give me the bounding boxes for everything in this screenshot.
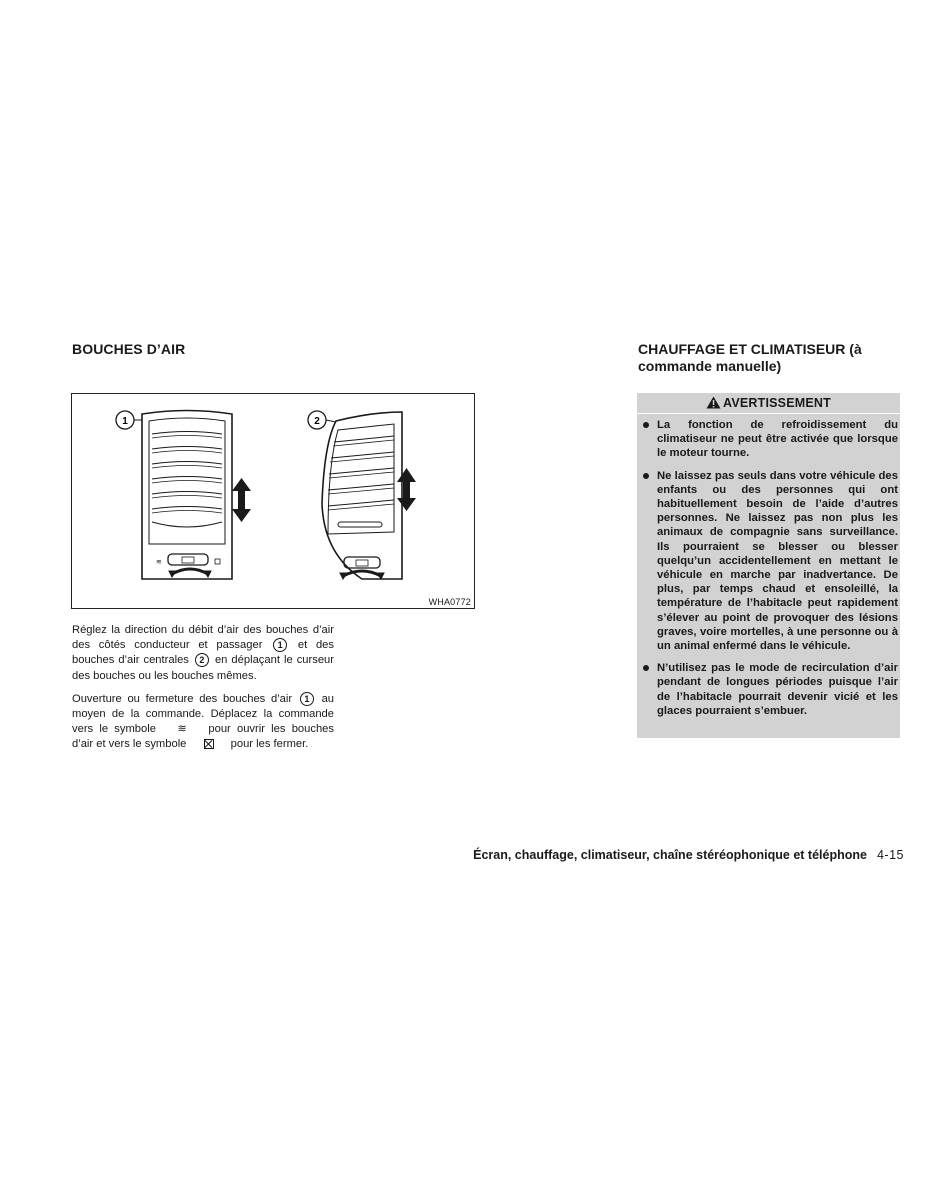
warning-item: N’utilisez pas le mode de recirculation d’air pendant de longues périodes puisque l’air de l’habitacle pourrait devenir vicié et les glaces pourraient s’embuer. (637, 661, 900, 718)
vertical-adjust-arrow-2 (397, 468, 416, 511)
text: en déplaçant le curseur des bouches ou les bouches mêmes. (72, 654, 334, 682)
text: pour ouvrir les bouches d’air et vers le symbole (72, 723, 334, 751)
warning-triangle-icon (706, 396, 721, 409)
page-footer (420, 848, 904, 862)
section-heading-bouches-dair: BOUCHES D’AIR (72, 341, 186, 357)
vent-instructions (72, 623, 334, 761)
text: Réglez la direction du débit d’air des bouches d’air des côtés conducteur et passager (72, 624, 334, 652)
callout-2-circle (308, 411, 326, 429)
paragraph-direction (72, 623, 334, 684)
text: Ouverture ou fermeture des bouches d’air (72, 692, 293, 705)
warning-title (637, 393, 900, 414)
figure-code: WHA0772 (428, 597, 471, 607)
page-number: 4-15 (876, 848, 904, 862)
vent-close-icon (204, 739, 214, 749)
footer-section-title: Écran, chauffage, climatiseur, chaîne stéréophonique et téléphone (473, 848, 867, 862)
warning-title-text: AVERTISSEMENT (723, 396, 831, 410)
callout-1-label: 1 (122, 416, 128, 427)
air-vent-figure (71, 393, 475, 609)
callout-2-label: 2 (314, 416, 320, 427)
callout-ref-1: 1 (273, 638, 287, 652)
text: au moyen de la commande. Déplacez la commande vers le symbole (72, 692, 335, 736)
warning-box (637, 393, 900, 738)
svg-text:≋: ≋ (156, 559, 162, 566)
vent-open-icon: ≋ (177, 723, 187, 736)
warning-item: La fonction de refroidissement du climatiseur ne peut être activée que lorsque le moteur tourne. (637, 418, 900, 461)
air-vent-illustration (72, 394, 474, 608)
callout-ref-1: 1 (300, 692, 314, 706)
side-vent-drawing (142, 411, 232, 580)
section-heading-chauffage: CHAUFFAGE ET CLIMATISEUR (à commande manuelle) (638, 341, 862, 374)
text: et des bouches d’air centrales (72, 639, 334, 667)
callout-ref-2: 2 (195, 653, 209, 667)
text: pour les fermer. (230, 738, 309, 751)
warning-list (637, 414, 900, 718)
paragraph-open-close (72, 692, 334, 753)
center-vent-drawing (322, 412, 402, 579)
warning-item: Ne laissez pas seuls dans votre véhicule des enfants ou des personnes qui ont habituellement besoin de l’aide d’autres personnes. Ne laissez pas non plus les animaux de compagnie sans surveillance. Ils pourraient se blesser ou blesser quelqu’un accidentellement en mettant le véhicule en marche par inadvertance. De plus, par temps chaud et ensoleillé, la température de l’habitacle peut rapidement s’élever au point de provoquer des lésions graves, voire mortelles, à une personne ou à un animal enfermé dans le véhicule. (637, 469, 900, 654)
vertical-adjust-arrow-1 (232, 478, 251, 522)
callout-1-circle (116, 411, 134, 429)
